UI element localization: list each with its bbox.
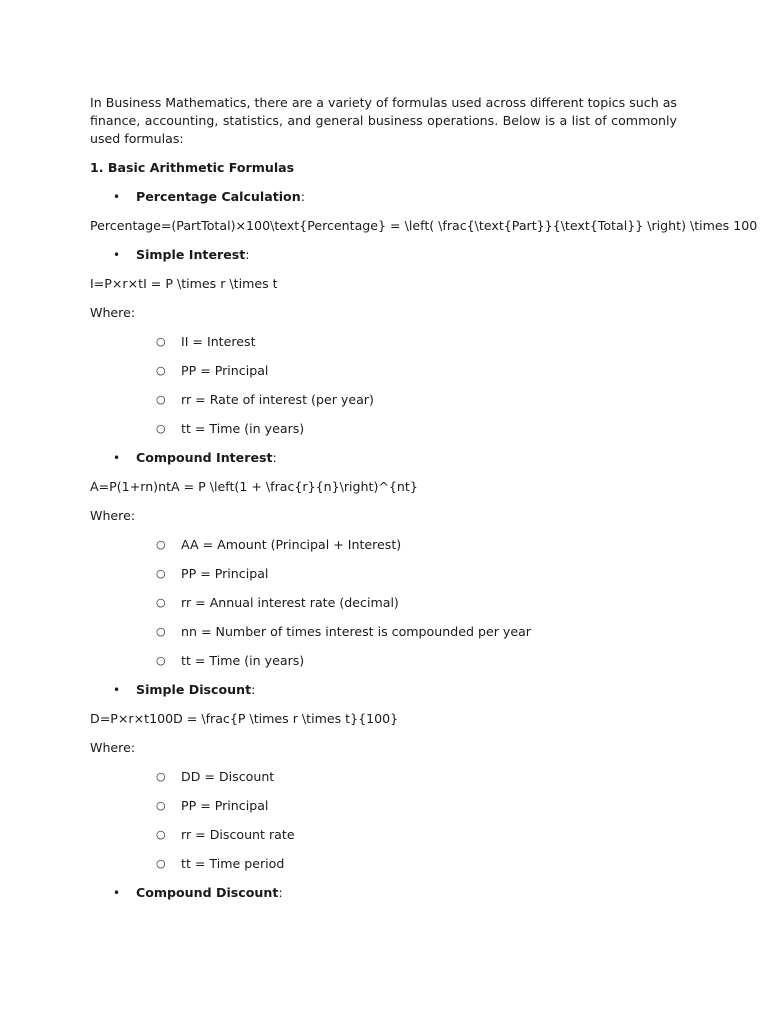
colon: : (251, 682, 256, 697)
variable-item (90, 391, 677, 409)
circle-bullet-icon: ○ (156, 799, 166, 812)
variable-item (90, 652, 677, 670)
variable-item (90, 362, 677, 380)
circle-bullet-icon: ○ (156, 857, 166, 870)
where-label: Where: (90, 508, 136, 523)
variable-text: AA = Amount (Principal + Interest) (181, 537, 402, 552)
variable-item (90, 420, 677, 438)
variable-item (90, 594, 677, 612)
bullet-title: Compound Discount (136, 885, 279, 900)
variable-item (90, 797, 677, 815)
variable-item (90, 768, 677, 786)
formula-percentage: Percentage=(PartTotal)×100\text{Percentage} = \left( \frac{\text{Part}}{\text{Total}} \right) \times 100 (90, 218, 758, 233)
circle-bullet-icon: ○ (156, 335, 166, 348)
colon: : (245, 247, 250, 262)
bullet-icon: • (113, 886, 121, 900)
variable-item (90, 565, 677, 583)
bullet-compound-interest (90, 449, 677, 467)
variable-item (90, 855, 677, 873)
intro-paragraph: In Business Mathematics, there are a variety of formulas used across different topics such as finance, accounting, statistics, and general business operations. Below is a list of commonly used formulas: (90, 95, 677, 146)
bullet-title: Compound Interest (136, 450, 273, 465)
section-heading-basic-arithmetic: 1. Basic Arithmetic Formulas (90, 160, 295, 175)
circle-bullet-icon: ○ (156, 596, 166, 609)
variable-text: tt = Time (in years) (181, 421, 305, 436)
circle-bullet-icon: ○ (156, 625, 166, 638)
bullet-title: Simple Discount (136, 682, 252, 697)
variable-text: PP = Principal (181, 363, 269, 378)
circle-bullet-icon: ○ (156, 654, 166, 667)
variable-text: rr = Rate of interest (per year) (181, 392, 374, 407)
circle-bullet-icon: ○ (156, 364, 166, 377)
variable-text: tt = Time (in years) (181, 653, 305, 668)
variable-item (90, 333, 677, 351)
bullet-icon: • (113, 248, 121, 262)
variable-text: nn = Number of times interest is compounded per year (181, 624, 531, 639)
bullet-title: Percentage Calculation (136, 189, 301, 204)
formula-simple-interest: I=P×r×tI = P \times r \times t (90, 276, 278, 291)
circle-bullet-icon: ○ (156, 538, 166, 551)
bullet-icon: • (113, 451, 121, 465)
colon: : (278, 885, 283, 900)
variable-text: PP = Principal (181, 566, 269, 581)
bullet-simple-discount (90, 681, 677, 699)
variable-text: rr = Annual interest rate (decimal) (181, 595, 399, 610)
variable-item (90, 536, 677, 554)
bullet-icon: • (113, 683, 121, 697)
circle-bullet-icon: ○ (156, 828, 166, 841)
circle-bullet-icon: ○ (156, 393, 166, 406)
bullet-simple-interest (90, 246, 677, 264)
colon: : (300, 189, 305, 204)
variable-text: II = Interest (181, 334, 256, 349)
formula-simple-discount: D=P×r×t100D = \frac{P \times r \times t}{100} (90, 711, 399, 726)
where-label: Where: (90, 740, 136, 755)
variable-text: tt = Time period (181, 856, 285, 871)
document-page (90, 94, 758, 902)
formula-compound-interest: A=P(1+rn)ntA = P \left(1 + \frac{r}{n}\right)^{nt} (90, 479, 418, 494)
bullet-icon: • (113, 190, 121, 204)
circle-bullet-icon: ○ (156, 422, 166, 435)
variable-text: DD = Discount (181, 769, 275, 784)
circle-bullet-icon: ○ (156, 567, 166, 580)
variable-item (90, 623, 677, 641)
where-label: Where: (90, 305, 136, 320)
colon: : (272, 450, 277, 465)
bullet-percentage-calculation (90, 188, 677, 206)
bullet-compound-discount (90, 884, 677, 902)
variable-item (90, 826, 677, 844)
variable-text: rr = Discount rate (181, 827, 295, 842)
circle-bullet-icon: ○ (156, 770, 166, 783)
variable-text: PP = Principal (181, 798, 269, 813)
bullet-title: Simple Interest (136, 247, 246, 262)
